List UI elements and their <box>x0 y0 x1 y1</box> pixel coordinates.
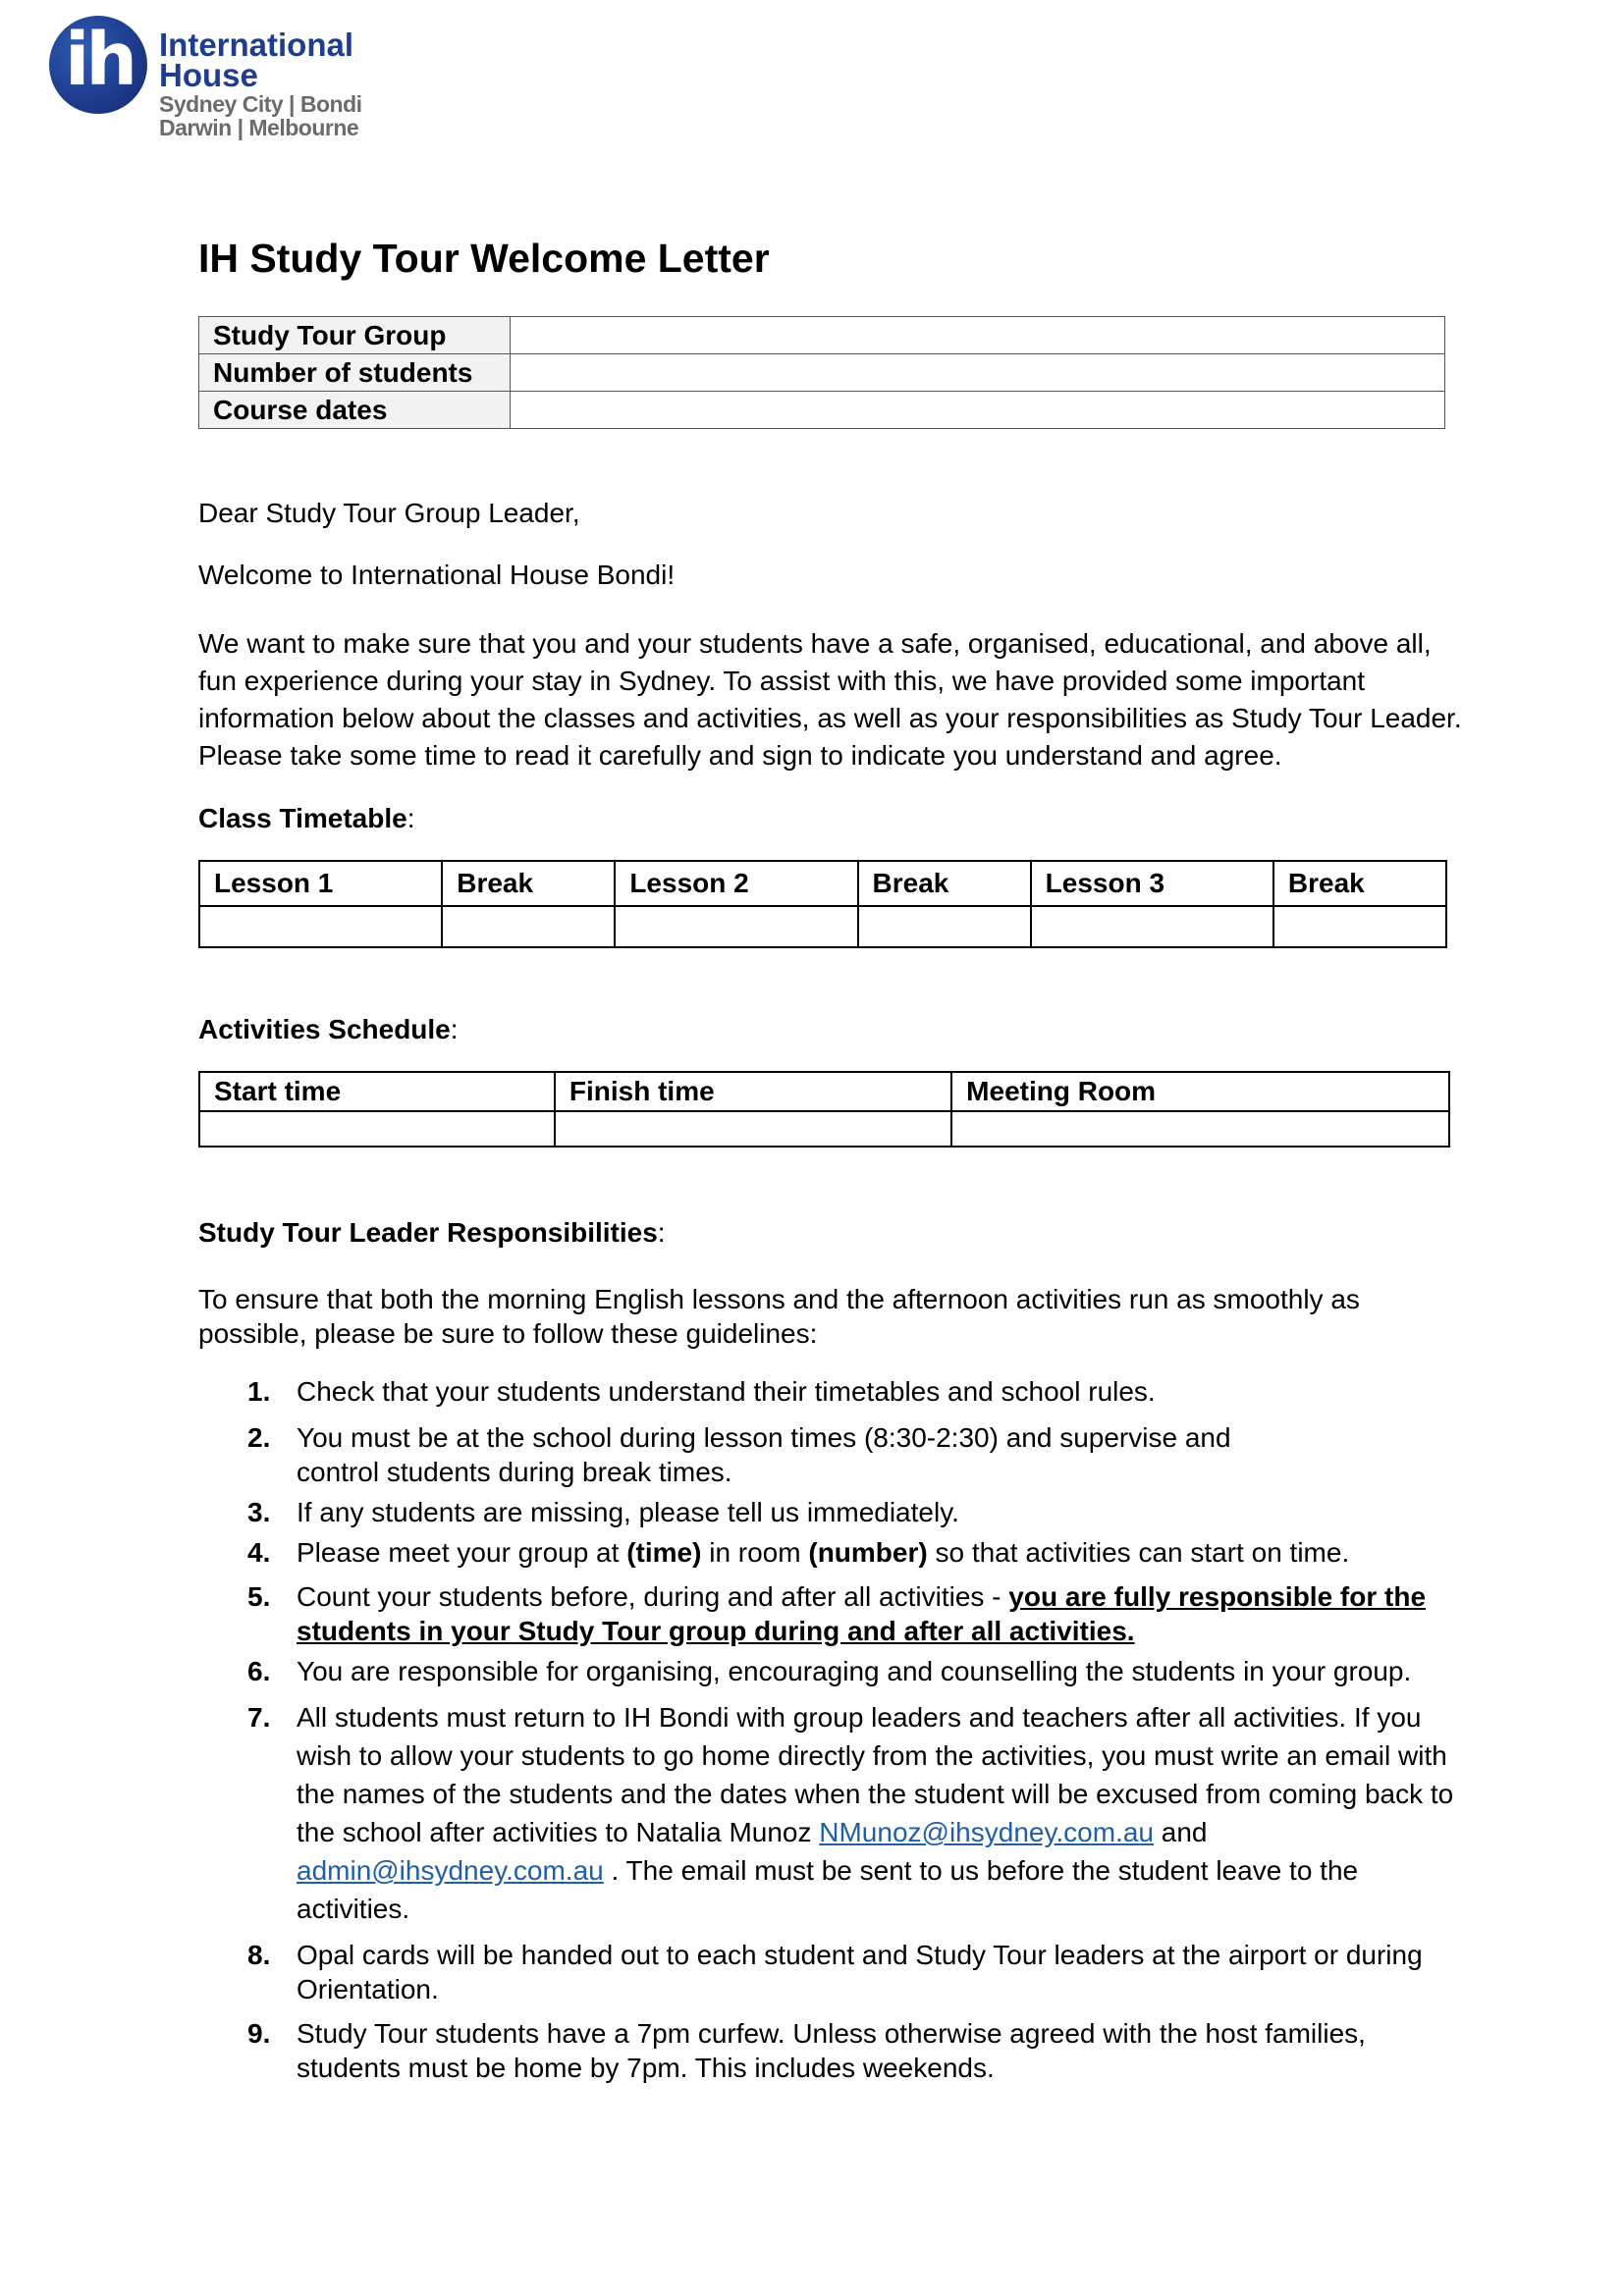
timetable-cell[interactable] <box>615 906 857 947</box>
class-timetable-heading <box>198 800 1465 837</box>
list-number: 4. <box>247 1537 271 1568</box>
admin-email-link[interactable]: admin@ihsydney.com.au <box>297 1855 604 1886</box>
timetable-cell[interactable] <box>1031 906 1273 947</box>
list-number: 8. <box>247 1940 271 1970</box>
activities-cell[interactable] <box>199 1111 555 1147</box>
activities-schedule-heading <box>198 1011 1465 1048</box>
activities-header: Meeting Room <box>951 1072 1449 1111</box>
timetable-header: Break <box>1273 861 1446 906</box>
logo-mark: ih <box>65 18 135 102</box>
info-value[interactable] <box>511 392 1445 429</box>
list-item <box>198 1535 1465 1570</box>
table-row <box>199 906 1446 947</box>
class-timetable-table <box>198 860 1447 948</box>
list-number: 1. <box>247 1376 271 1407</box>
timetable-header: Lesson 3 <box>1031 861 1273 906</box>
list-item <box>198 1698 1465 1928</box>
list-text-pre: Count your students before, during and after all activities - <box>297 1581 1009 1612</box>
activities-header: Finish time <box>555 1072 951 1111</box>
info-label: Study Tour Group <box>199 317 511 354</box>
list-number: 5. <box>247 1581 271 1612</box>
responsibilities-heading-text: Study Tour Leader Responsibilities <box>198 1217 658 1248</box>
timetable-cell[interactable] <box>858 906 1031 947</box>
list-text-pre: All students must return to IH Bondi with group leaders and teachers after all activities. If you wish to allow your students to go home directly from the activities, you must write an email with the names of the students and the dates when the student will be excused from coming back to the school after activities to Natalia Munoz <box>297 1702 1454 1847</box>
responsibility-emphasis: you are fully responsible for the students in your Study Tour group during and after all activities. <box>297 1581 1427 1646</box>
list-text: If any students are missing, please tell us immediately. <box>297 1497 959 1527</box>
responsibilities-heading <box>198 1214 1465 1252</box>
table-row <box>199 317 1445 354</box>
group-info-table <box>198 316 1445 429</box>
list-item <box>198 1938 1465 2006</box>
list-item <box>198 1420 1465 1489</box>
list-number: 6. <box>247 1656 271 1686</box>
info-label: Number of students <box>199 354 511 392</box>
timetable-header: Lesson 1 <box>199 861 442 906</box>
timetable-cell[interactable] <box>199 906 442 947</box>
list-text: Opal cards will be handed out to each student and Study Tour leaders at the airport or during Orientation. <box>297 1940 1423 2004</box>
timetable-header: Break <box>442 861 615 906</box>
list-text: You must be at the school during lesson times (8:30-2:30) and supervise and control students during break times. <box>297 1422 1231 1487</box>
ih-logo <box>49 16 373 143</box>
list-text-mid: and <box>1161 1817 1208 1847</box>
logo-name <box>159 27 354 93</box>
logo-locations <box>159 92 362 139</box>
list-number: 7. <box>247 1702 271 1733</box>
room-placeholder: (number) <box>808 1537 928 1568</box>
activities-schedule-heading-text: Activities Schedule <box>198 1014 451 1044</box>
list-item <box>198 1654 1465 1688</box>
list-text-mid: in room <box>701 1537 809 1568</box>
logo-name-line1: International <box>159 27 354 63</box>
activities-cell[interactable] <box>951 1111 1449 1147</box>
heading-colon: : <box>657 1217 666 1248</box>
timetable-cell[interactable] <box>442 906 615 947</box>
list-text-post: . The email must be sent to us before the student leave to the activities. <box>297 1855 1359 1924</box>
greeting: Dear Study Tour Group Leader, <box>198 498 580 528</box>
table-row <box>199 1111 1449 1147</box>
timetable-header: Lesson 2 <box>615 861 857 906</box>
timetable-cell[interactable] <box>1273 906 1446 947</box>
activities-header: Start time <box>199 1072 555 1111</box>
info-value[interactable] <box>511 317 1445 354</box>
activities-cell[interactable] <box>555 1111 951 1147</box>
table-row <box>199 392 1445 429</box>
guidelines-list <box>198 1374 1465 2095</box>
logo-locations-line1: Sydney City | Bondi <box>159 91 362 117</box>
list-text-pre: Please meet your group at <box>297 1537 627 1568</box>
list-text: Check that your students understand their timetables and school rules. <box>297 1376 1156 1407</box>
logo-locations-line2: Darwin | Melbourne <box>159 115 359 140</box>
logo-circle-icon <box>49 16 147 114</box>
info-label: Course dates <box>199 392 511 429</box>
timetable-header: Break <box>858 861 1031 906</box>
list-number: 3. <box>247 1497 271 1527</box>
table-row <box>199 861 1446 906</box>
nmunoz-email-link[interactable]: NMunoz@ihsydney.com.au <box>819 1817 1154 1847</box>
heading-colon: : <box>450 1014 459 1044</box>
table-row <box>199 354 1445 392</box>
list-text: Study Tour students have a 7pm curfew. Unless otherwise agreed with the host families, students must be home by 7pm. This includes weekends. <box>297 2018 1366 2083</box>
list-item <box>198 1579 1465 1648</box>
responsibilities-intro: To ensure that both the morning English lessons and the afternoon activities run as smoothly as possible, please be sure to follow these guidelines: <box>198 1284 1360 1349</box>
list-text-post: so that activities can start on time. <box>927 1537 1350 1568</box>
class-timetable-heading-text: Class Timetable <box>198 803 407 833</box>
page-title: IH Study Tour Welcome Letter <box>198 236 770 281</box>
heading-colon: : <box>406 803 415 833</box>
activities-schedule-table <box>198 1071 1450 1148</box>
time-placeholder: (time) <box>626 1537 702 1568</box>
list-number: 2. <box>247 1422 271 1453</box>
list-item <box>198 2016 1465 2085</box>
list-item <box>198 1495 1465 1529</box>
list-number: 9. <box>247 2018 271 2049</box>
list-item <box>198 1374 1465 1409</box>
table-row <box>199 1072 1449 1111</box>
intro-paragraph: We want to make sure that you and your students have a safe, organised, educational, and above all, fun experience during your stay in Sydney. To assist with this, we have provided some important information below about the classes and activities, as well as your responsibilities as Study Tour Leader. Please take some time to read it carefully and sign to indicate you understand and agree. <box>198 628 1462 771</box>
info-value[interactable] <box>511 354 1445 392</box>
welcome-line: Welcome to International House Bondi! <box>198 560 676 590</box>
list-text: You are responsible for organising, encouraging and counselling the students in your group. <box>297 1656 1412 1686</box>
logo-name-line2: House <box>159 57 258 93</box>
